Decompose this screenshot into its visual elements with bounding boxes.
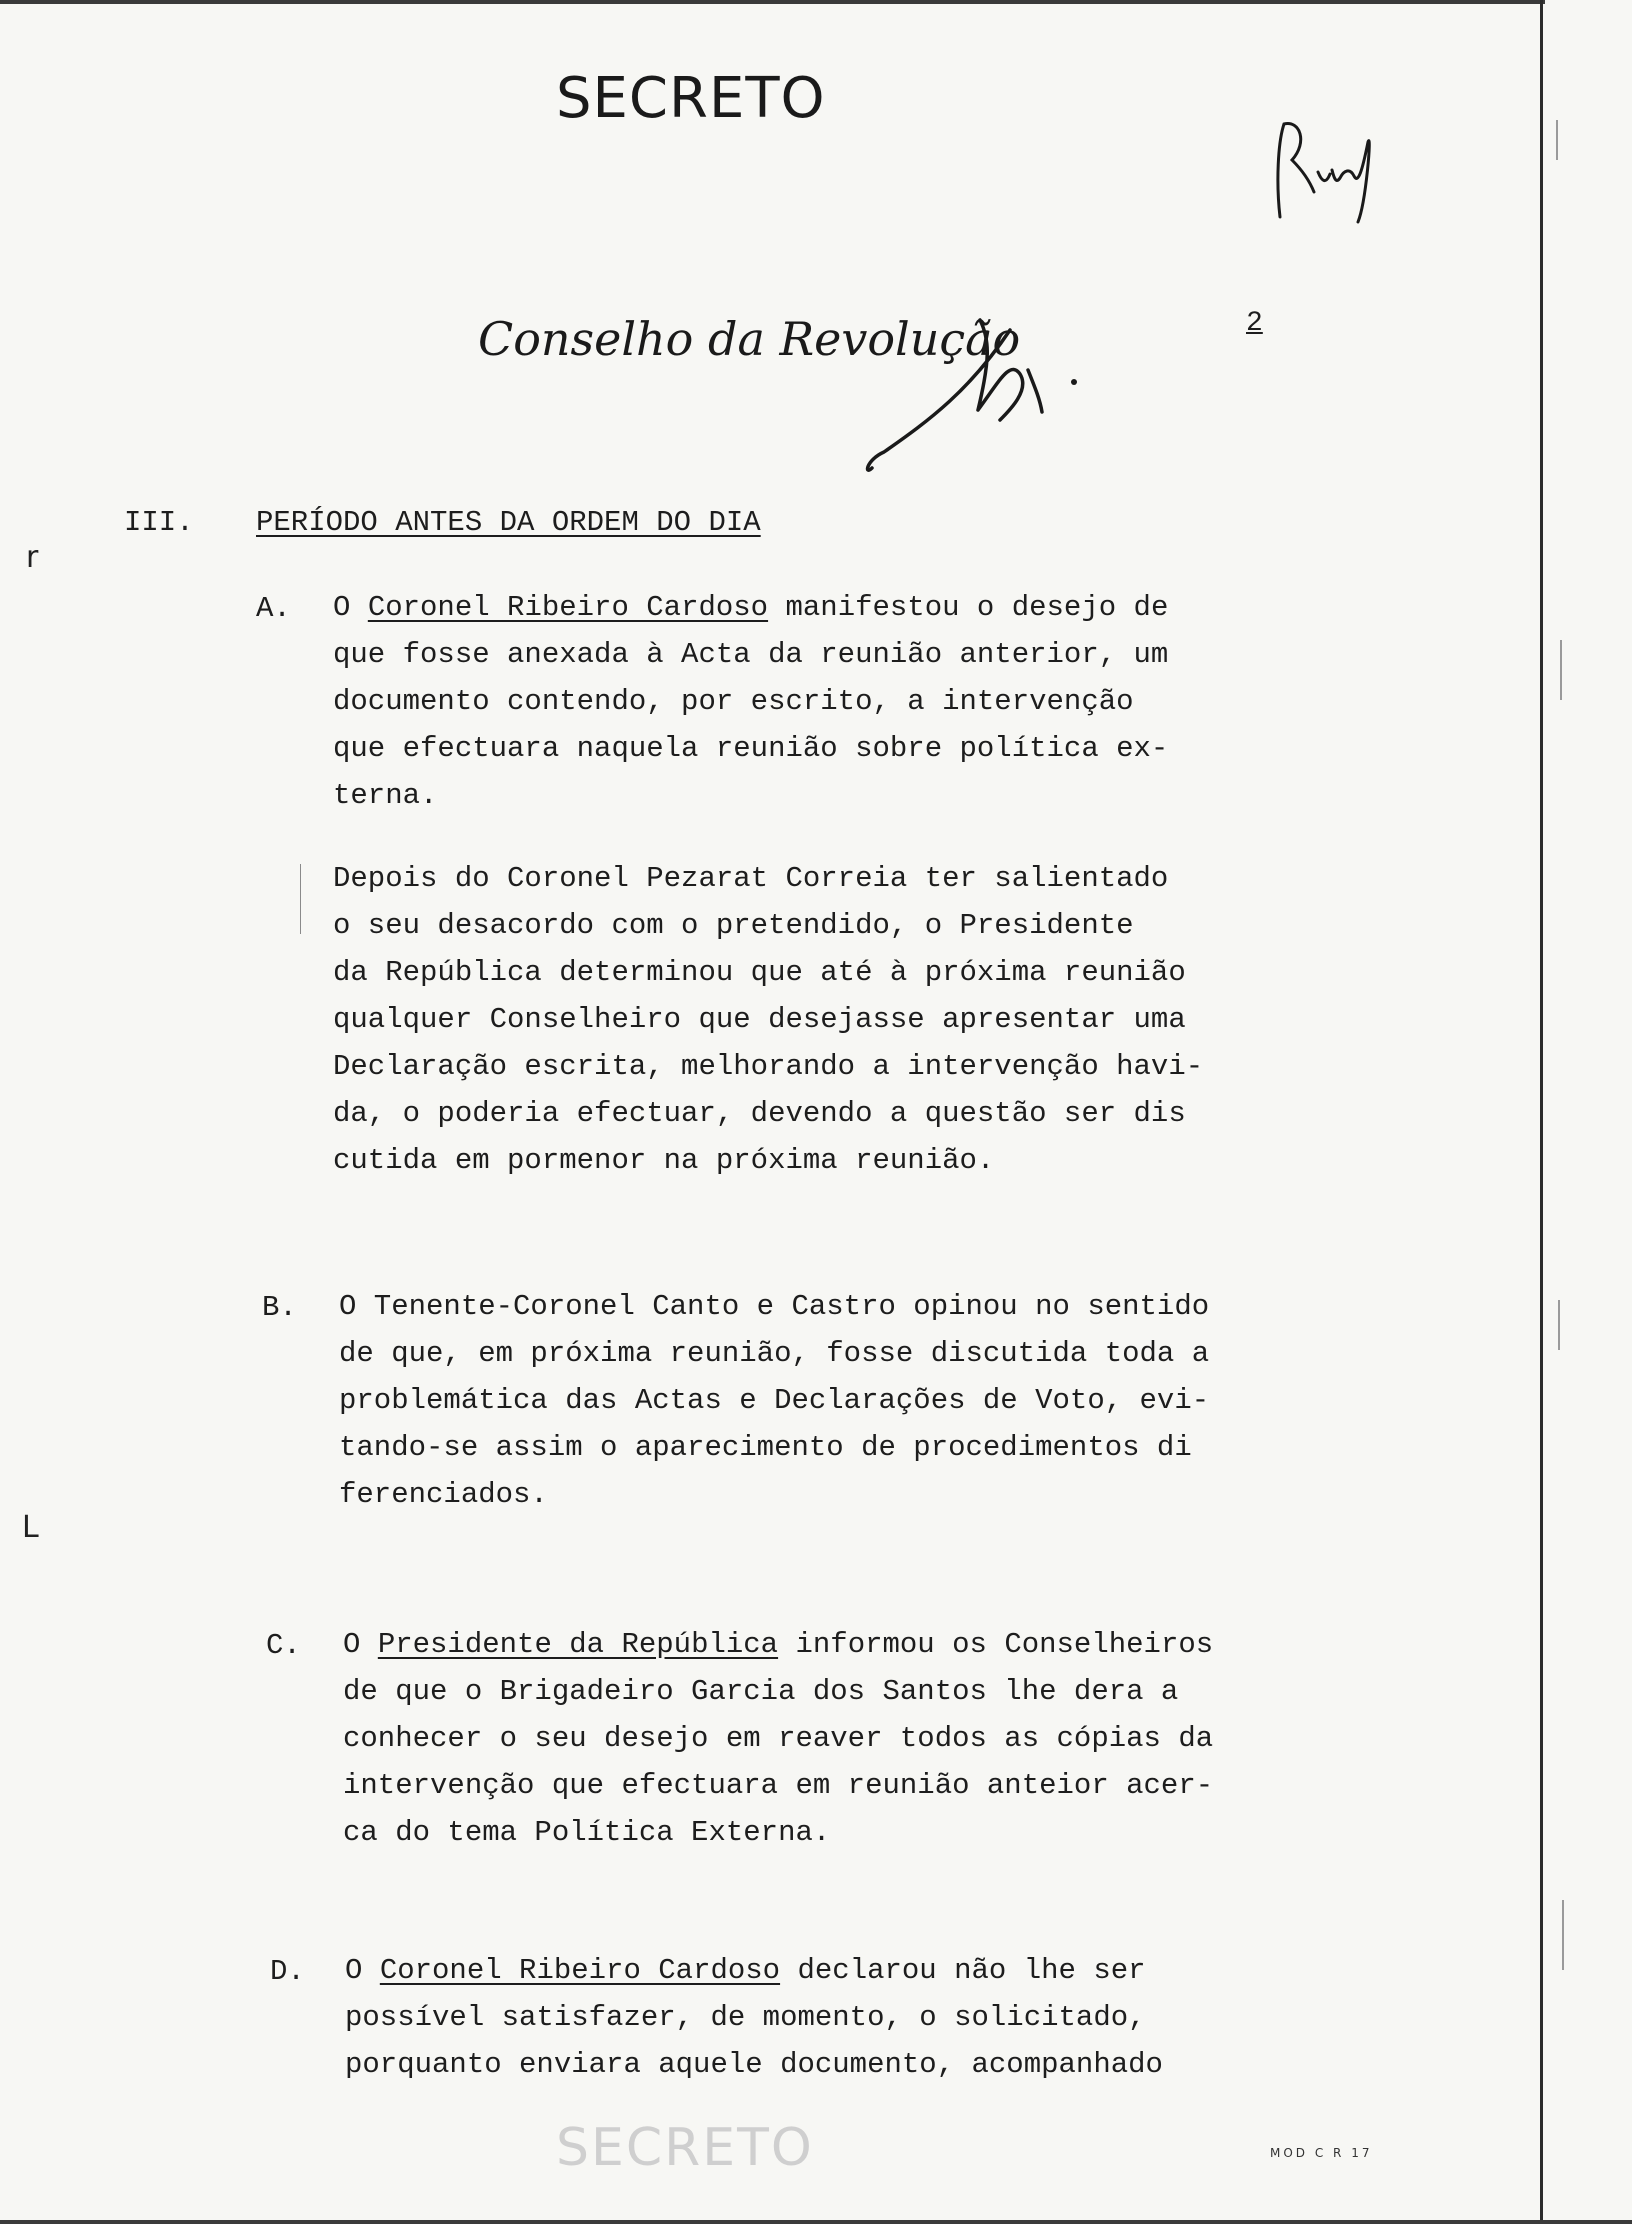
item-letter-c: C. xyxy=(266,1629,301,1662)
section-number: III. xyxy=(124,506,194,539)
text-run: O xyxy=(345,1954,380,1987)
item-a-paragraph-2 xyxy=(333,855,1333,1184)
scan-bottom-edge xyxy=(0,2220,1632,2224)
text-run: manifestou o desejo de que fosse anexada à Acta da reunião anterior, um documento contendo, por escrito, a intervenção que efectuara naquela reunião sobre política ex- terna. xyxy=(333,591,1169,812)
margin-mark-lower: L xyxy=(22,1510,39,1545)
handwritten-initials-icon xyxy=(1270,112,1380,232)
institution-header: Conselho da Revolução xyxy=(478,312,1021,366)
page-number: 2 xyxy=(1246,308,1263,339)
item-b-paragraph xyxy=(339,1283,1339,1518)
text-run: O xyxy=(343,1628,378,1661)
signature-icon xyxy=(860,300,1100,480)
text-run: O xyxy=(333,591,368,624)
item-letter-a: A. xyxy=(256,592,291,625)
text-run: declarou não lhe ser possível satisfazer, de momento, o solicitado, porquanto enviara aquele documento, acompanhado xyxy=(345,1954,1163,2081)
secret-stamp-bottom: SECRETO xyxy=(556,2118,814,2178)
underlined-name: Presidente da República xyxy=(377,1628,779,1661)
item-letter-b: B. xyxy=(262,1291,297,1324)
underlined-name: Coronel Ribeiro Cardoso xyxy=(379,1954,781,1987)
scan-right-edge xyxy=(1540,0,1543,2224)
scan-speck xyxy=(1562,1900,1564,1970)
item-a-paragraph-1 xyxy=(333,584,1333,819)
text-run: Depois do Coronel Pezarat Correia ter salientado o seu desacordo com o pretendido, o Presidente da República determinou que até à próxima reunião qualquer Conselheiro que desejasse apresentar uma Declaração escrita, melhorando a intervenção havi- da, o poderia efectuar, devendo a questão ser dis cutida em pormenor na próxima reunião. xyxy=(333,862,1204,1177)
form-code: MOD C R 17 xyxy=(1270,2146,1373,2160)
scan-speck xyxy=(1560,640,1562,700)
text-run: O Tenente-Coronel Canto e Castro opinou no sentido de que, em próxima reunião, fosse discutida toda a problemática das Actas e Declarações de Voto, evi- tando-se assim o aparecimento de procedimentos di ferenciados. xyxy=(339,1290,1210,1511)
margin-mark-upper: r xyxy=(26,540,39,575)
underlined-name: Coronel Ribeiro Cardoso xyxy=(367,591,769,624)
text-run: informou os Conselheiros de que o Brigadeiro Garcia dos Santos lhe dera a conhecer o seu desejo em reaver todos as cópias da intervenção que efectuara em reunião anteior acer- ca do tema Política Externa. xyxy=(343,1628,1214,1849)
scan-top-edge xyxy=(0,0,1545,4)
section-title: PERÍODO ANTES DA ORDEM DO DIA xyxy=(256,506,761,539)
item-c-paragraph xyxy=(343,1621,1343,1856)
scan-speck xyxy=(1556,120,1558,160)
item-d-paragraph xyxy=(345,1947,1345,2088)
secret-stamp-top: SECRETO xyxy=(556,66,826,131)
scan-speck xyxy=(1558,1300,1560,1350)
margin-bar xyxy=(300,864,301,934)
item-letter-d: D. xyxy=(270,1955,305,1988)
